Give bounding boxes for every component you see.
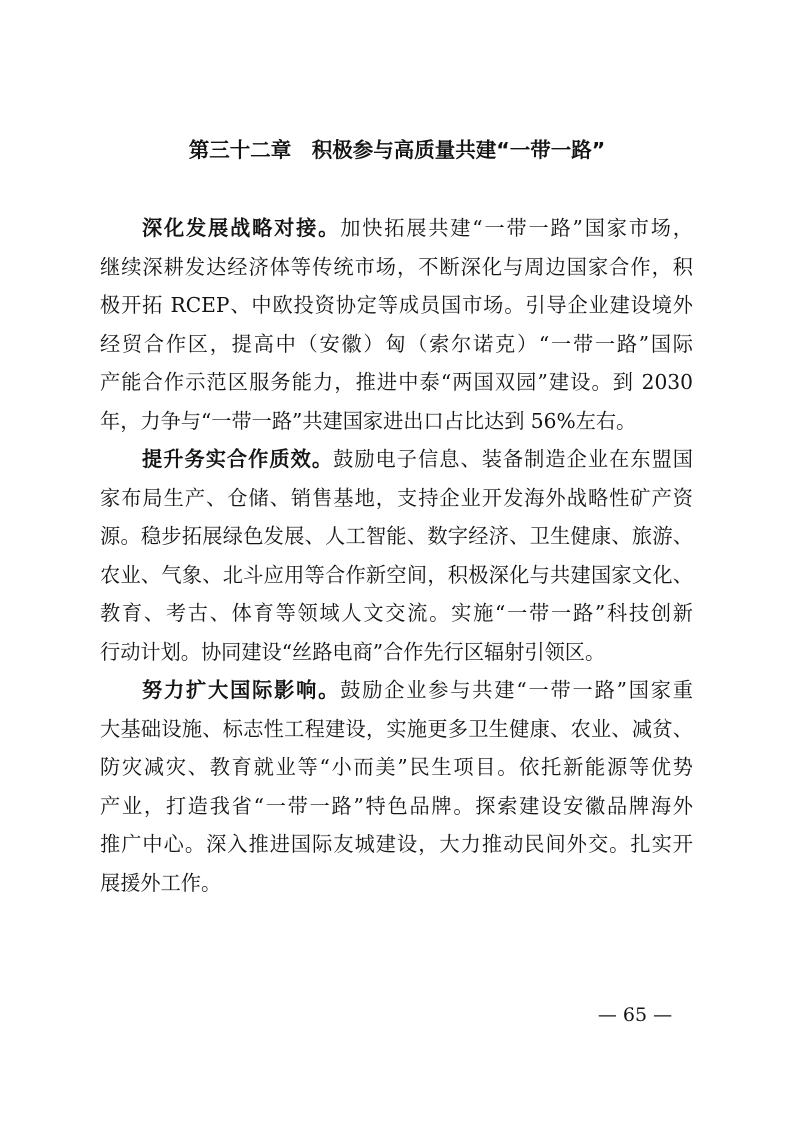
paragraph-text: 加快拓展共建“一带一路”国家市场， [340, 216, 693, 240]
paragraph-line: 极开拓 RCEP、中欧投资协定等成员国市场。引导企业建设境外 [100, 293, 693, 317]
chapter-title: 第三十二章 积极参与高质量共建“一带一路” [188, 138, 606, 162]
paragraph-text: 鼓励企业参与共建“一带一路”国家重 [340, 678, 693, 702]
paragraph-line: 防灾减灾、教育就业等“小而美”民生项目。依托新能源等优势 [100, 755, 693, 779]
paragraph-line: 大基础设施、标志性工程建设，实施更多卫生健康、农业、减贫、 [100, 716, 693, 741]
paragraph-line: 年，力争与“一带一路”共建国家进出口占比达到 56%左右。 [100, 408, 637, 433]
paragraph-line: 产业，打造我省“一带一路”特色品牌。探索建设安徽品牌海外 [100, 793, 693, 818]
paragraph-strategy-alignment [100, 209, 693, 440]
paragraph-international-influence [100, 671, 693, 902]
paragraph-line: 产能合作示范区服务能力，推进中泰“两国双园”建设。到 2030 [100, 370, 693, 394]
paragraph-line [100, 440, 693, 479]
paragraph-text: 鼓励电子信息、装备制造企业在东盟国 [333, 447, 693, 471]
paragraph-line: 展援外工作。 [100, 870, 222, 895]
paragraph-line: 家布局生产、仓储、销售基地，支持企业开发海外战略性矿产资 [100, 485, 693, 510]
document-body [100, 209, 693, 902]
paragraph-line: 继续深耕发达经济体等传统市场，不断深化与周边国家合作，积 [100, 254, 693, 279]
paragraph-line: 行动计划。协同建设“丝路电商”合作先行区辐射引领区。 [100, 639, 606, 664]
paragraph-line: 教育、考古、体育等领域人文交流。实施“一带一路”科技创新 [100, 601, 693, 625]
paragraph-line: 源。稳步拓展绿色发展、人工智能、数字经济、卫生健康、旅游、 [100, 524, 693, 548]
paragraph-line: 农业、气象、北斗应用等合作新空间，积极深化与共建国家文化、 [100, 562, 693, 587]
paragraph-lead: 努力扩大国际影响。 [142, 678, 341, 702]
paragraph-lead: 深化发展战略对接。 [142, 216, 341, 240]
paragraph-lead: 提升务实合作质效。 [142, 447, 334, 471]
paragraph-line: 经贸合作区，提高中（安徽）匈（索尔诺克）“一带一路”国际 [100, 331, 693, 356]
paragraph-line: 推广中心。深入推进国际友城建设，大力推动民间外交。扎实开 [100, 832, 693, 856]
paragraph-practical-cooperation [100, 440, 693, 671]
paragraph-line [100, 671, 693, 710]
paragraph-line [100, 209, 693, 248]
page-number: — 65 — [597, 1004, 673, 1026]
